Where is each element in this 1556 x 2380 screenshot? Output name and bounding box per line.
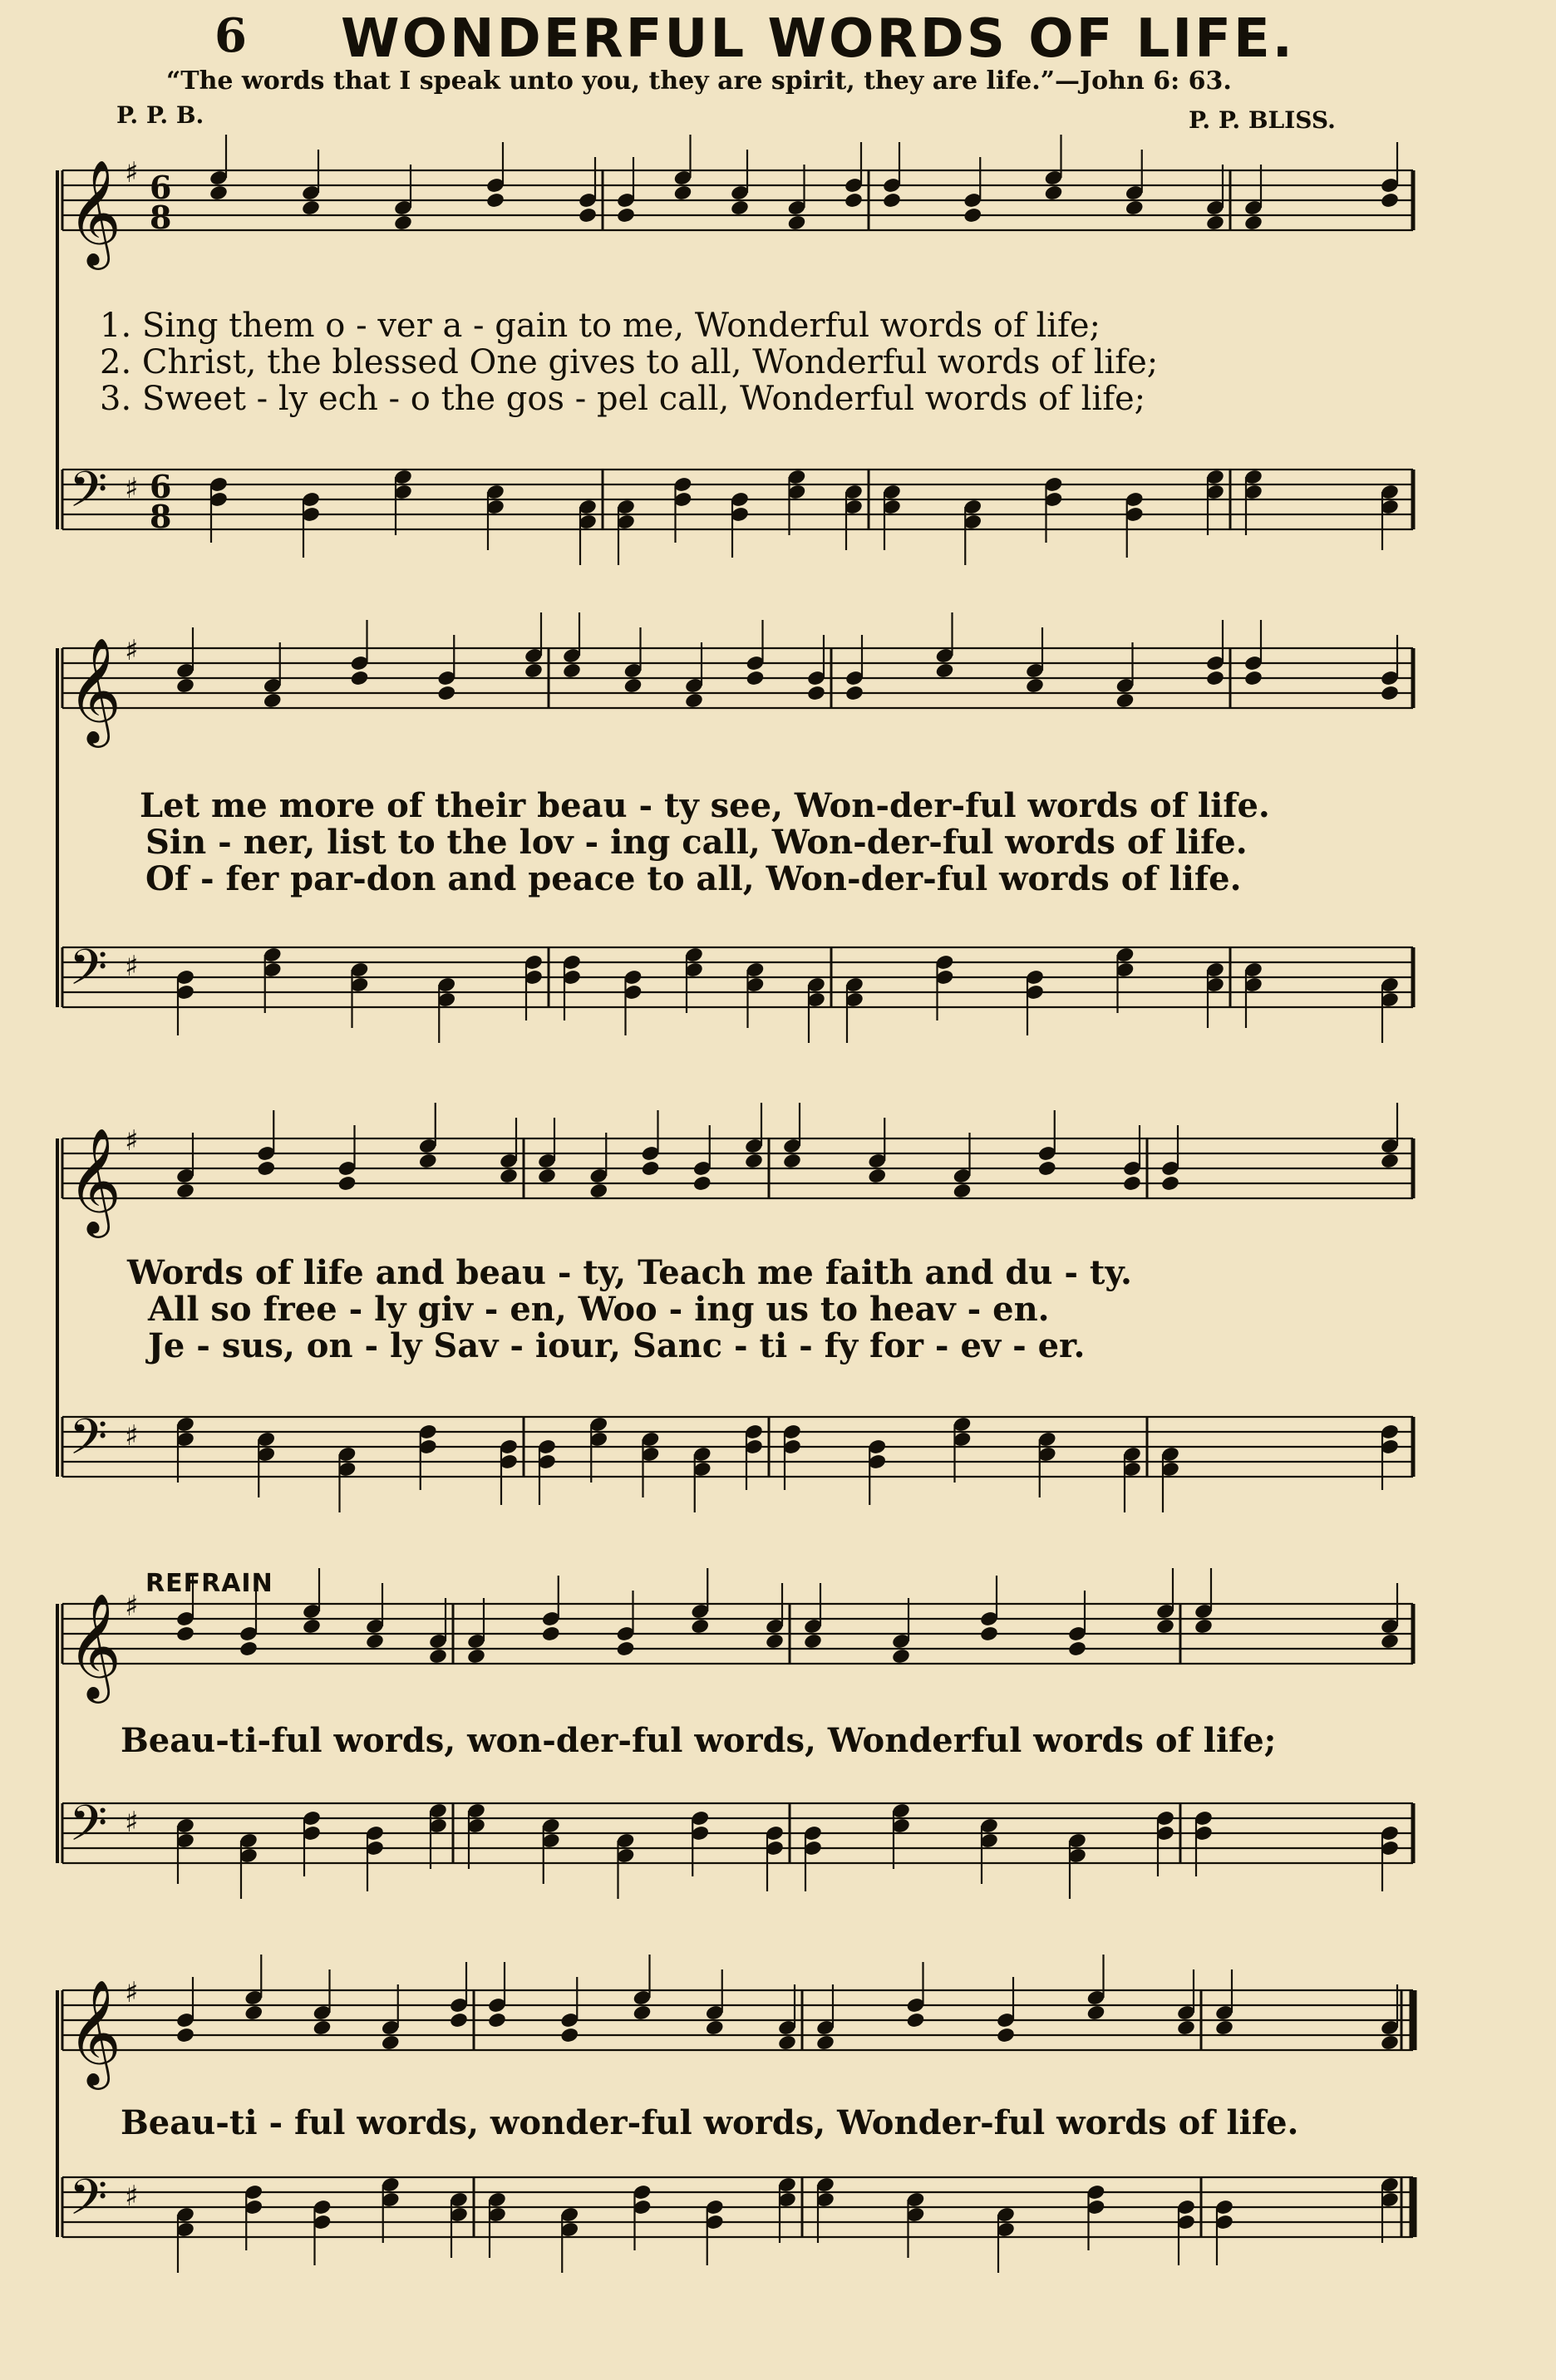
sharp-icon: ♯ [125, 1124, 139, 1158]
refrain-label: REFRAIN [145, 1569, 273, 1598]
lyric-verse-1: Words of life and beau - ty, Teach me faith and du - ty. [127, 1253, 1132, 1292]
lyric-verse-2: 2. Christ, the blessed One gives to all, Wonderful words of life; [100, 343, 1159, 381]
time-signature-top: 6 [150, 169, 172, 206]
hymn-title: WONDERFUL WORDS OF LIFE. [341, 8, 1295, 70]
bass-clef-icon: 𝄢 [69, 938, 108, 1008]
sharp-icon: ♯ [125, 2180, 139, 2213]
sharp-icon: ♯ [125, 472, 139, 505]
sharp-icon: ♯ [125, 156, 139, 189]
lyric-verse-3: Je - sus, on - ly Sav - iour, Sanc - ti - fy for - ev - er. [148, 1326, 1086, 1365]
time-signature-top: 6 [150, 468, 172, 505]
sharp-icon: ♯ [125, 1590, 139, 1623]
lyric-verse-3: 3. Sweet - ly ech - o the gos - pel call, Wonderful words of life; [100, 380, 1146, 418]
bass-clef-icon: 𝄢 [69, 460, 108, 530]
bass-clef-icon: 𝄢 [69, 1408, 108, 1478]
lyric-verse-1: Let me more of their beau - ty see, Won-der-ful words of life. [140, 786, 1270, 825]
bass-clef-icon: 𝄢 [69, 1794, 108, 1864]
lyric-refrain-2: Beau-ti - ful words, wonder-ful words, Wonder-ful words of life. [121, 2103, 1299, 2142]
sharp-icon: ♯ [125, 1419, 139, 1453]
treble-clef-icon: 𝄞 [67, 637, 122, 743]
lyric-refrain-1: Beau-ti-ful words, won-der-ful words, Wonderful words of life; [121, 1721, 1277, 1760]
scripture-epigraph: “The words that I speak unto you, they are spirit, they are life.”—John 6: 63. [166, 66, 1232, 96]
treble-clef-icon: 𝄞 [67, 159, 122, 265]
sharp-icon: ♯ [125, 634, 139, 667]
lyric-verse-2: All so free - ly giv - en, Woo - ing us to heav - en. [148, 1290, 1050, 1329]
author-initials: P. P. B. [116, 101, 204, 129]
sharp-icon: ♯ [125, 1976, 139, 2009]
treble-clef-icon: 𝄞 [67, 1979, 122, 2085]
time-signature-bottom: 8 [150, 199, 172, 236]
lyric-verse-2: Sin - ner, list to the lov - ing call, Won-der-ful words of life. [145, 823, 1248, 862]
sharp-icon: ♯ [125, 950, 139, 983]
treble-clef-icon: 𝄞 [67, 1592, 122, 1699]
lyric-verse-1: 1. Sing them o - ver a - gain to me, Wonderful words of life; [100, 307, 1101, 345]
sharp-icon: ♯ [125, 1806, 139, 1839]
lyric-verse-3: Of - fer par-don and peace to all, Won-der-ful words of life. [145, 859, 1242, 898]
bass-clef-icon: 𝄢 [69, 2168, 108, 2238]
composer-name: P. P. BLISS. [1189, 106, 1336, 134]
treble-clef-icon: 𝄞 [67, 1127, 122, 1233]
page-number: 6 [214, 8, 247, 63]
time-signature-bottom: 8 [150, 498, 172, 535]
